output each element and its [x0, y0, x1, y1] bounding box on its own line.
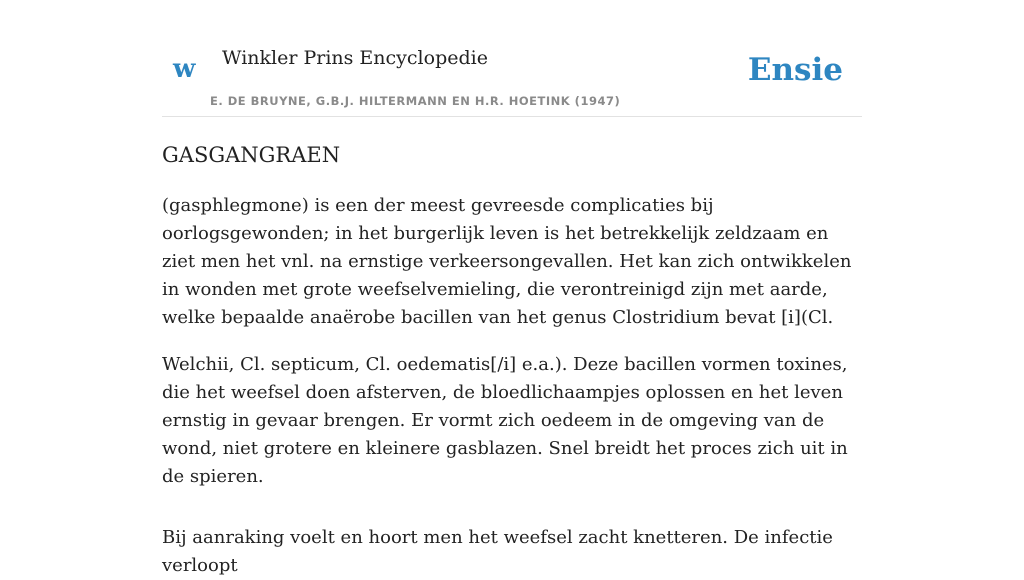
header	[162, 0, 862, 117]
article-paragraph: (gasphlegmone) is een der meest gevreesde complicaties bij oorlogsgewonden; in het burgerlijk leven is het betrekkelijk zeldzaam en ziet men het vnl. na ernstige verkeersongevallen. Het kan zich ontwikkelen in wonden met grote weefselvemieling, die verontreinigd zijn met aarde, welke bepaalde anaërobe bacillen van het genus Clostridium bevat [i](Cl.	[162, 195, 852, 328]
article	[162, 138, 862, 580]
authors-subtitle: E. DE BRUYNE, G.B.J. HILTERMANN EN H.R. HOETINK (1947)	[210, 94, 621, 108]
ensie-brand-link[interactable]: Ensie	[747, 52, 843, 88]
article-title: GASGANGRAEN	[162, 143, 341, 167]
site-title-link[interactable]: Winkler Prins Encyclopedie	[222, 47, 488, 69]
article-paragraph: Welchii, Cl. septicum, Cl. oedematis[/i] e.a.). Deze bacillen vormen toxines, die het weefsel doen afsterven, de bloedlichaampjes oplossen en het leven ernstig in gevaar brengen. Er vormt zich oedeem in de omgeving van de wond, niet grotere en kleinere gasblazen. Snel breidt het proces zich uit in de spieren.	[162, 354, 848, 487]
article-paragraph: Bij aanraking voelt en hoort men het weefsel zacht knetteren. De infectie verloopt	[162, 527, 833, 576]
site-logo[interactable]: w	[173, 54, 196, 84]
